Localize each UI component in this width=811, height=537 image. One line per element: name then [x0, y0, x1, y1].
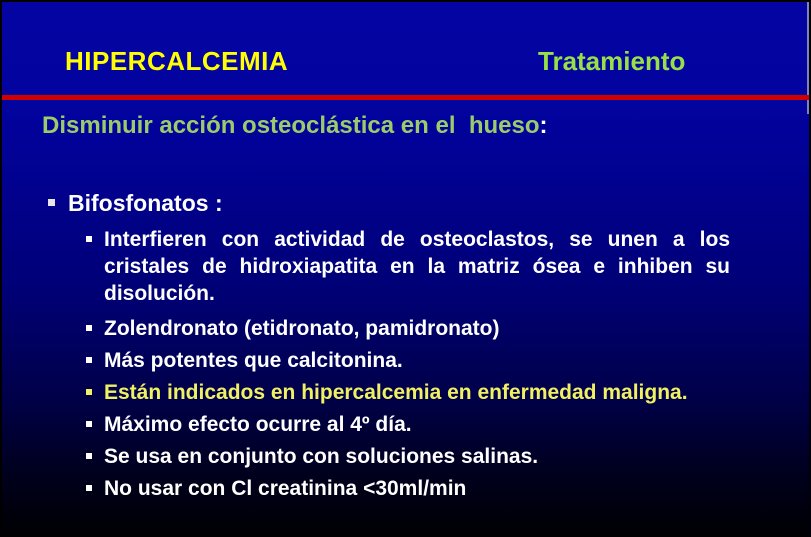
- list-item-text: Más potentes que calcitonina.: [104, 349, 403, 372]
- list-item-highlighted: [86, 379, 730, 406]
- bullet-square-icon: [86, 357, 92, 363]
- section-heading-colon: :: [539, 112, 548, 139]
- list-item-level1-label: Bifosfonatos :: [68, 190, 223, 216]
- list-item-text: No usar con Cl creatinina <30ml/min: [104, 477, 467, 500]
- list-item: [86, 315, 730, 342]
- list-item: [86, 226, 730, 307]
- bullet-content: [48, 188, 768, 507]
- section-heading-text: Disminuir acción osteoclástica en el hueso: [42, 112, 540, 139]
- red-divider-line: [2, 95, 811, 100]
- list-item-level1: [48, 188, 768, 218]
- sublist: [48, 226, 730, 502]
- bullet-square-icon: [86, 421, 92, 427]
- list-item: [86, 475, 730, 502]
- section-heading: [42, 112, 548, 140]
- bullet-square-icon: [86, 485, 92, 491]
- list-item-text: Máximo efecto ocurre al 4º día.: [104, 413, 412, 436]
- bullet-square-icon: [86, 389, 92, 395]
- bullet-square-icon: [86, 236, 92, 242]
- slide-title: HIPERCALCEMIA: [65, 46, 289, 76]
- bullet-square-icon: [86, 325, 92, 331]
- list-item-text: Están indicados en hipercalcemia en enfermedad maligna.: [104, 381, 688, 404]
- slide-title-right: Tratamiento: [538, 46, 686, 76]
- list-item: [86, 347, 730, 374]
- bullet-square-icon: [48, 199, 55, 206]
- list-item-text: Interfieren con actividad de osteoclastos, se unen a los cristales de hidroxiapatita en la matriz ósea e inhiben su disolución.: [104, 228, 730, 305]
- list-item-text: Zolendronato (etidronato, pamidronato): [104, 317, 500, 340]
- list-item: [86, 411, 730, 438]
- list-item-text: Se usa en conjunto con soluciones salinas.: [104, 445, 539, 468]
- bullet-square-icon: [86, 453, 92, 459]
- list-item: [86, 443, 730, 470]
